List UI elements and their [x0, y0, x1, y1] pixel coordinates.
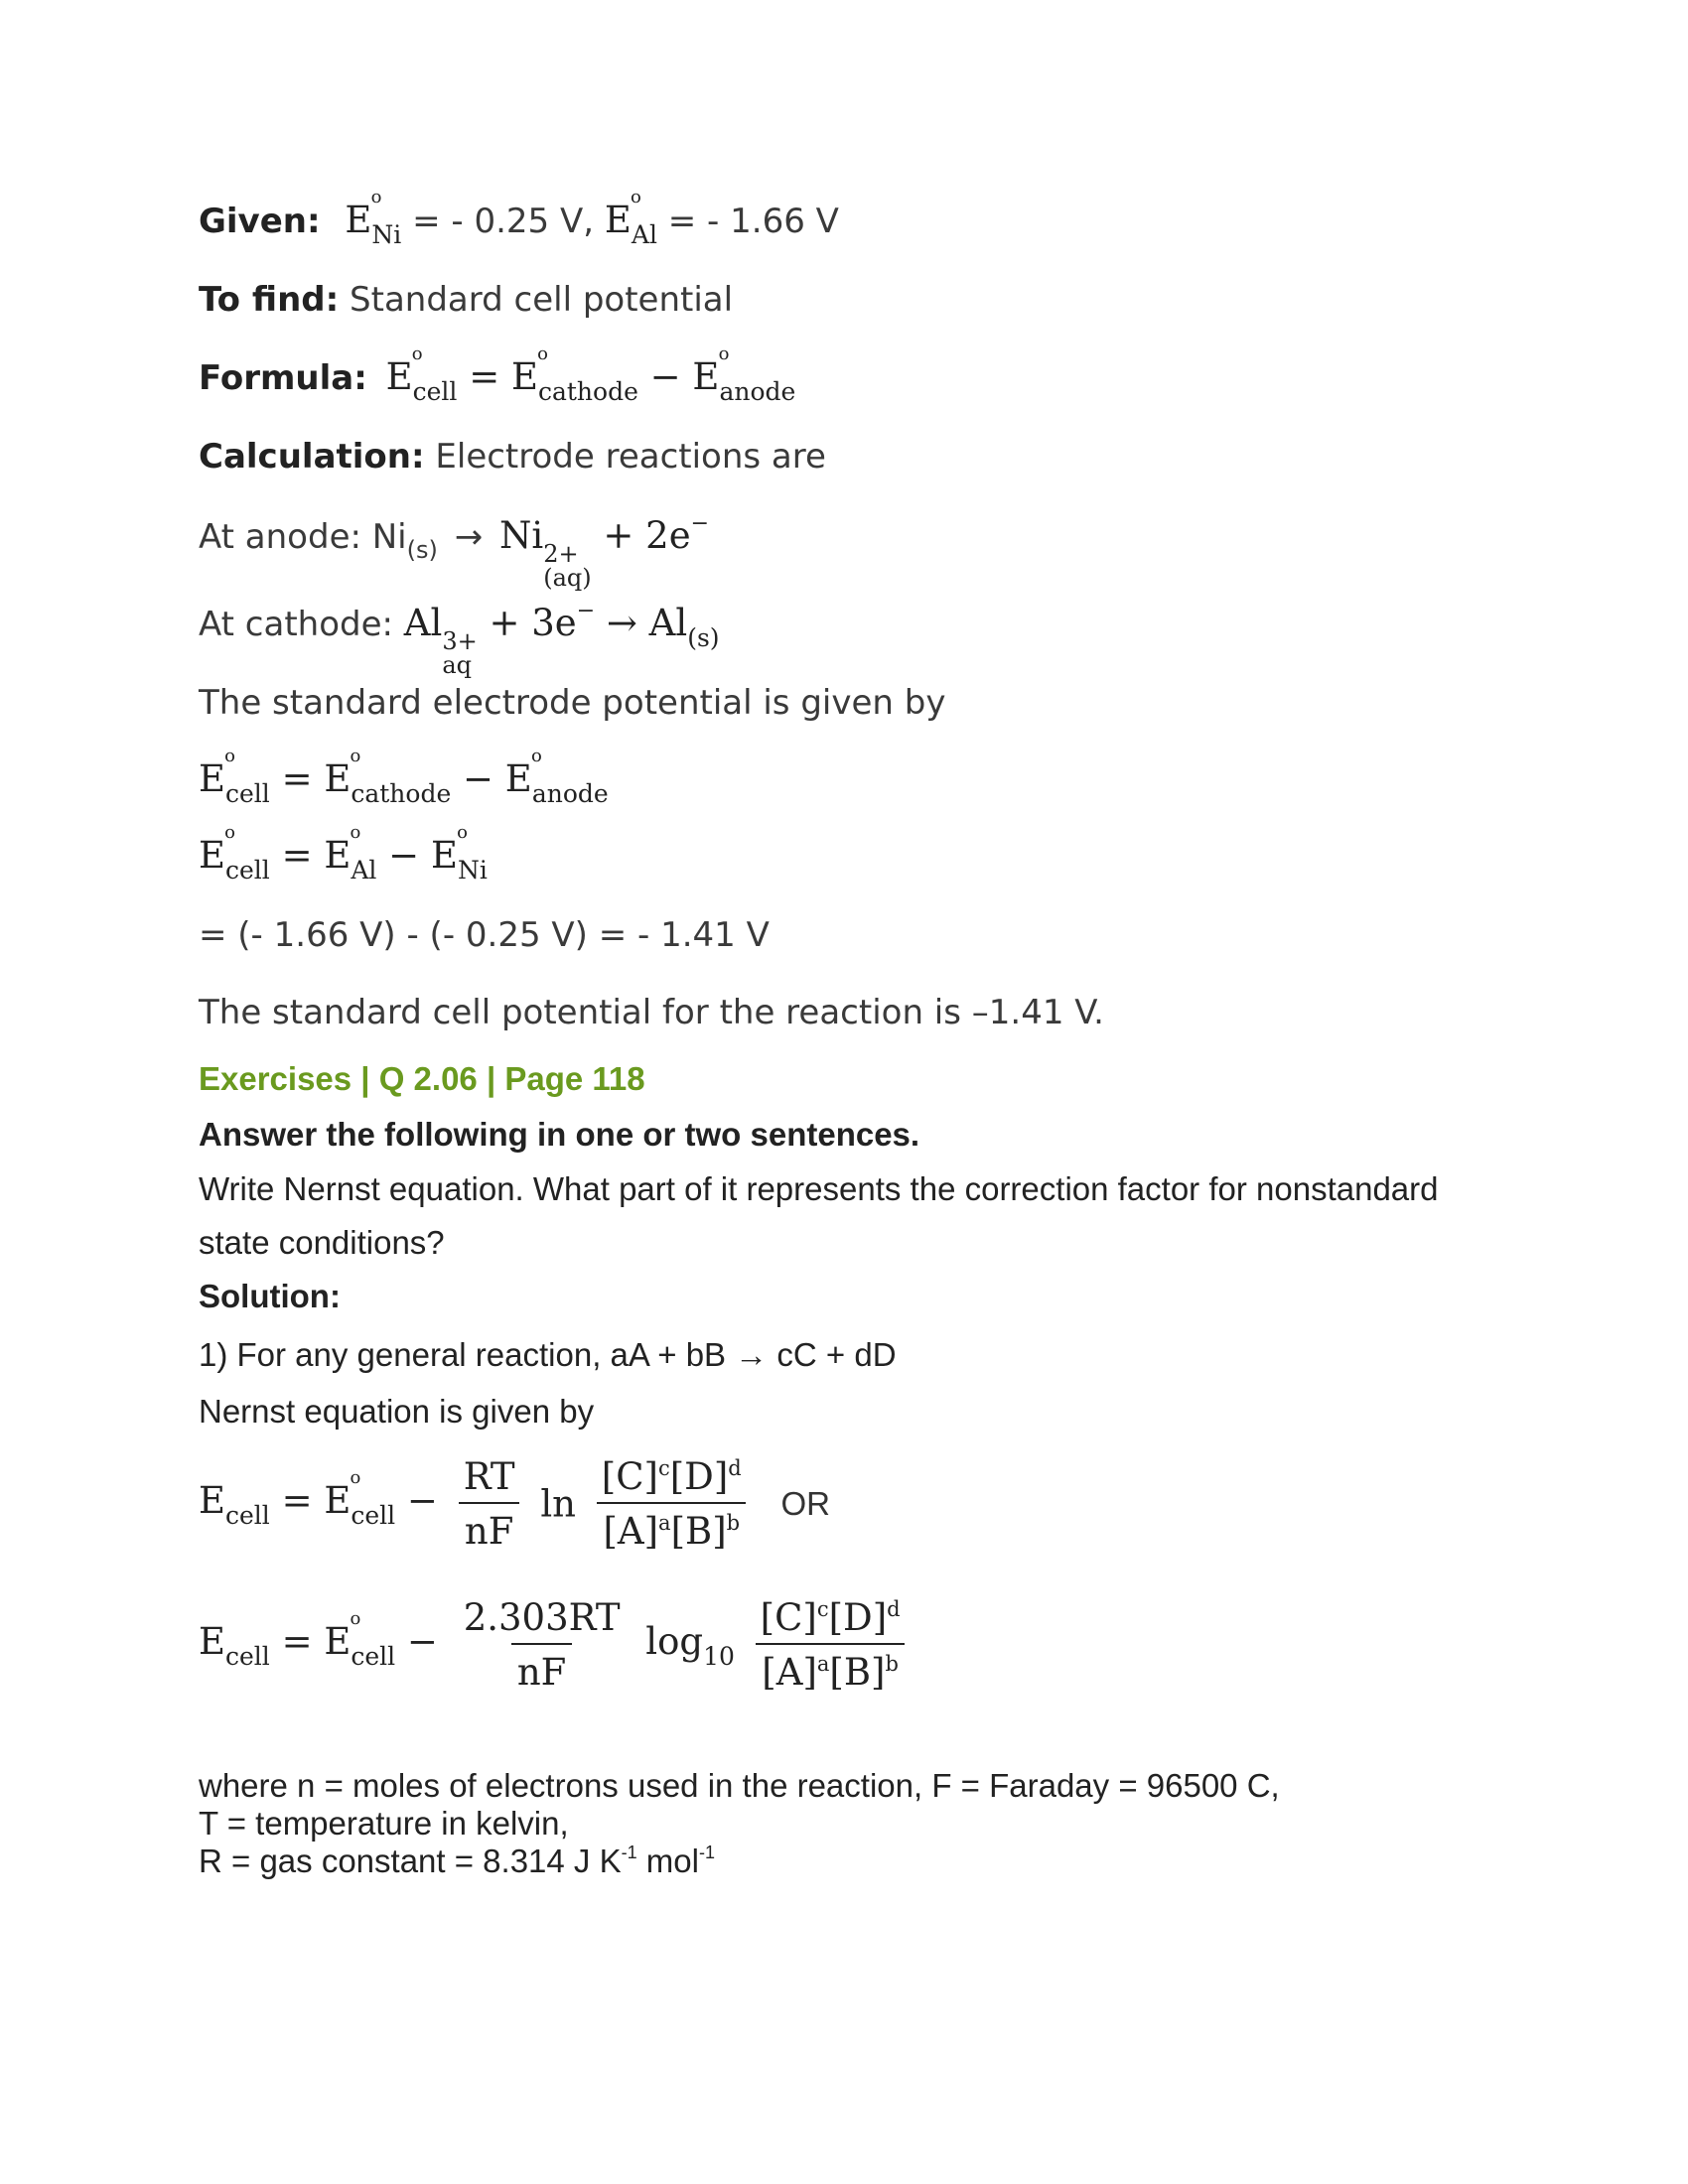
formula-line — [199, 343, 796, 406]
nernst-equation-log: $E_{cell} = E$ o $_{cell}$ − $\frac{2.303RT}{nF}$ $\log_{10}$ $\frac{[C]^c[D]^d}{[A]^a[B]^b}$ — [199, 1596, 914, 1694]
result-line: = (- 1.66 V) - (- 0.25 V) = - 1.41 V — [199, 915, 770, 955]
given-al-value: = - 1.66 V — [667, 202, 839, 241]
cathode-equation: Al 3+ aq + $3e^- \to Al_{(s)}$ — [403, 599, 720, 679]
given-ni-value: = - 0.25 V, — [412, 202, 595, 241]
where-line-3-mid: mol — [636, 1843, 699, 1879]
cathode-label: At cathode: — [199, 605, 393, 644]
general-reaction: 1) For any general reaction, aA + bB → cC + dD — [199, 1336, 897, 1373]
formula-label: Formula: — [199, 358, 367, 398]
nernst-intro: Nernst equation is given by — [199, 1393, 595, 1430]
solution-label: Solution: — [199, 1278, 341, 1314]
where-line-3-sup1: -1 — [621, 1843, 637, 1862]
e-ni-symbol: E o $_{Ni}$ — [345, 187, 402, 249]
given-label: Given: — [199, 202, 321, 241]
where-line-3-sup2: -1 — [698, 1843, 715, 1862]
instruction-text: Answer the following in one or two sentences. — [199, 1116, 920, 1153]
conclusion-text: The standard cell potential for the reaction is –1.41 V. — [199, 993, 1104, 1032]
anode-state: (s) — [406, 536, 438, 564]
to-find-line — [199, 280, 733, 320]
calculation-line — [199, 437, 826, 477]
or-label: OR — [780, 1485, 830, 1522]
question-line-2: state conditions? — [199, 1224, 445, 1261]
calculation-text: Electrode reactions are — [435, 437, 826, 477]
cathode-line — [199, 599, 720, 677]
e-al-symbol: E o $_{Al}$ — [604, 187, 657, 249]
anode-arrow: → — [454, 517, 484, 557]
std-electrode-text: The standard electrode potential is given by — [199, 683, 946, 723]
cell-equation-1: E o $_{cell}$ = E o $_{cathode}$ − E o $_{anode}$ — [199, 746, 609, 808]
where-line-2: T = temperature in kelvin, — [199, 1805, 569, 1842]
anode-product: Ni 2+ (aq) + 2e− — [499, 511, 710, 592]
formula-equation: E o $_{cell}$ = E o $_{cathode}$ − E o $_{anode}$ — [385, 343, 796, 406]
exercise-header: Exercises | Q 2.06 | Page 118 — [199, 1060, 645, 1097]
given-line — [199, 187, 839, 249]
where-line-3 — [199, 1843, 715, 1880]
anode-label: At anode: Ni — [199, 517, 407, 557]
calculation-label: Calculation: — [199, 437, 425, 477]
anode-line — [199, 511, 709, 590]
to-find-text: Standard cell potential — [350, 280, 734, 320]
where-line-3-prefix: R = gas constant = 8.314 J K — [199, 1843, 622, 1879]
where-line-1: where n = moles of electrons used in the reaction, F = Faraday = 96500 C, — [199, 1767, 1280, 1804]
to-find-label: To find: — [199, 280, 340, 320]
nernst-equation-ln: $E_{cell} = E$ o $_{cell}$ − $\frac{RT}{nF}$ ln $\frac{[C]^c[D]^d}{[A]^a[B]^b}$ OR — [199, 1455, 830, 1553]
cell-equation-2: E o $_{cell}$ = E o $_{Al}$ − E o $_{Ni}$ — [199, 822, 488, 885]
question-line-1: Write Nernst equation. What part of it represents the correction factor for nonstandard — [199, 1170, 1439, 1207]
